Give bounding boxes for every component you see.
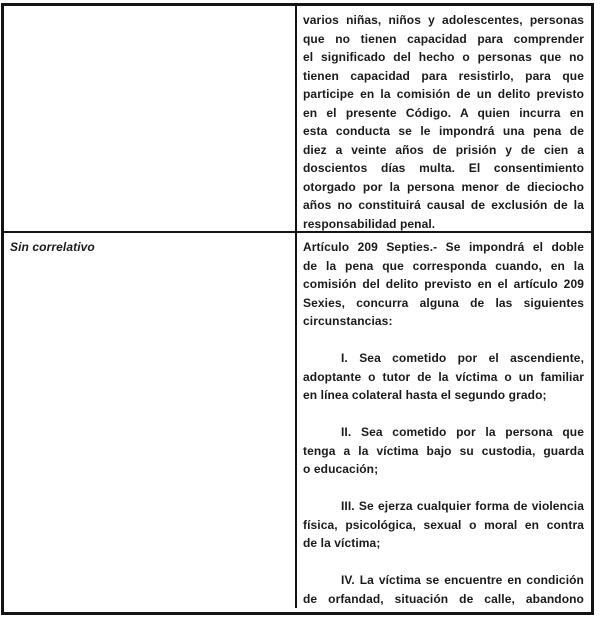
cell-row2-right-article-209-septies (297, 233, 589, 608)
cell-row2-left-sin-correlativo (4, 233, 297, 608)
text-line: de la pena que corresponda cuando, en la (303, 258, 584, 273)
text-line: varios niñas, niños y adolescentes, personas (303, 13, 584, 27)
text-line: de la víctima; (303, 536, 381, 550)
comparison-table (1, 3, 594, 615)
text-line: física, psicológica, sexual o moral en contra (303, 517, 584, 532)
text-line: participe en la comisión de un delito previsto (303, 87, 584, 101)
paragraph (303, 423, 584, 479)
text-line: IV. La víctima se encuentre en condición (341, 573, 584, 587)
text-line: de orfandad, situación de calle, abandono (303, 591, 584, 606)
text-line: o educación; (303, 462, 379, 476)
text-line: tenga a la víctima bajo su custodia, guarda (303, 443, 584, 458)
paragraph (303, 497, 584, 553)
paragraph (303, 11, 584, 231)
text-line: diez a veinte años de prisión y de cien a (303, 142, 584, 157)
text-line: doscientos días multa. El consentimiento (303, 161, 584, 175)
text-line: I. Sea cometido por el ascendiente, (341, 351, 584, 365)
paragraph (303, 349, 584, 405)
text-line: Artículo 209 Septies.- Se impondrá el doble (303, 240, 584, 254)
text-line: II. Sea cometido por la persona que (341, 425, 584, 439)
text-line: esta conducta se le impondrá una pena de (303, 124, 584, 138)
cell-row1-left (4, 6, 297, 231)
text-line: años no constituirá causal de exclusión de la (303, 198, 584, 212)
table-row (4, 233, 591, 608)
paragraph (303, 571, 584, 608)
paragraph (10, 238, 289, 257)
text-line: que no tienen capacidad para comprender (303, 31, 584, 46)
text-line: responsabilidad penal. (303, 216, 436, 231)
text-line: Sin correlativo (10, 240, 95, 254)
text-line: comisión del delito previsto en el artículo 209 (303, 277, 584, 291)
text-line: Sexies, concurra alguna de las siguientes (303, 295, 584, 310)
text-line: III. Se ejerza cualquier forma de violencia (341, 499, 584, 513)
text-line: en línea colateral hasta el segundo grado; (303, 388, 547, 402)
table-row (4, 6, 591, 233)
text-line: circunstancias: (303, 314, 393, 328)
text-line: otorgado por la persona menor de dieciocho (303, 179, 584, 194)
text-line: en el presente Código. A quien incurra en (303, 105, 584, 120)
text-line: el significado del hecho o personas que no (303, 50, 584, 64)
text-line: adoptante o tutor de la víctima o un familiar (303, 369, 584, 384)
paragraph (303, 238, 584, 331)
cell-row1-right-article-text (297, 6, 589, 231)
text-line: tienen capacidad para resistirlo, para que (303, 68, 584, 83)
